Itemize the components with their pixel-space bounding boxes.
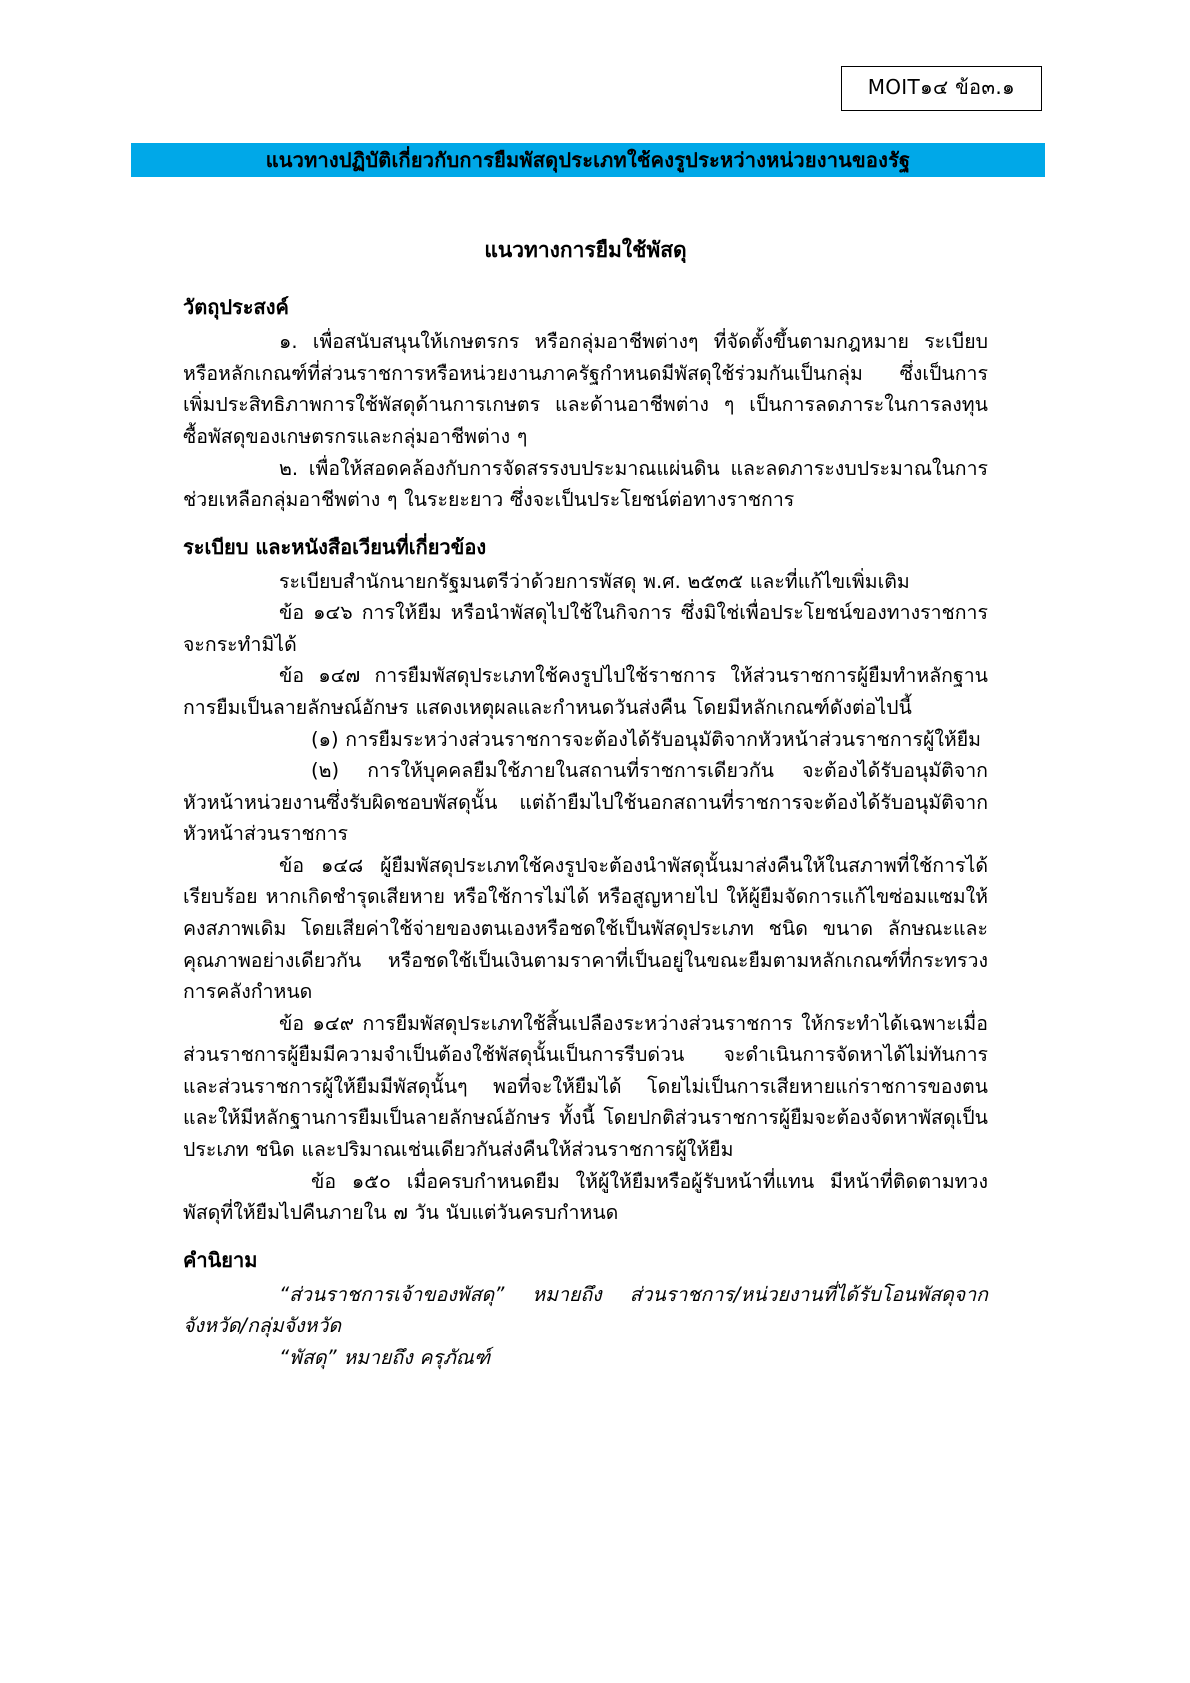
document-body — [183, 238, 988, 1374]
section-definitions — [183, 1246, 988, 1374]
clause-147-subclause-2: (๒) การให้บุคคลยืมใช้ภายในสถานที่ราชการเดียวกัน จะต้องได้รับอนุมัติจากหัวหน้าหน่วยงานซึ่งรับผิดชอบพัสดุนั้น แต่ถ้ายืมไปใช้นอกสถานที่ราชการจะต้องได้รับอนุมัติจากหัวหน้าส่วนราชการ — [183, 759, 988, 846]
clause-150: ข้อ ๑๕๐ เมื่อครบกำหนดยืม ให้ผู้ให้ยืมหรือผู้รับหน้าที่แทน มีหน้าที่ติดตามทวงพัสดุที่ให้ยืมไปคืนภายใน ๗ วัน นับแต่วันครบกำหนด — [183, 1169, 988, 1225]
clause-148: ข้อ ๑๔๘ ผู้ยืมพัสดุประเภทใช้คงรูปจะต้องนำพัสดุนั้นมาส่งคืนให้ในสภาพที่ใช้การได้เรียบร้อย หากเกิดชำรุดเสียหาย หรือใช้การไม่ได้ หรือสูญหายไป ให้ผู้ยืมจัดการแก้ไขซ่อมแซมให้คงสภาพเดิม โดยเสียค่าใช้จ่ายของตนเองหรือชดใช้เป็นพัสดุประเภท ชนิด ขนาด ลักษณะและคุณภาพอย่างเดียวกัน หรือชดใช้เป็นเงินตามราคาที่เป็นอยู่ในขณะยืมตามหลักเกณฑ์ที่กระทรวงการคลังกำหนด — [183, 853, 988, 1004]
page-title: แนวทางการยืมใช้พัสดุ — [484, 238, 687, 262]
title-banner-text: แนวทางปฏิบัติเกี่ยวกับการยืมพัสดุประเภทใช้คงรูประหว่างหน่วยงานของรัฐ — [265, 148, 911, 172]
document-code-box-container — [841, 66, 1042, 111]
clause-147: ข้อ ๑๔๗ การยืมพัสดุประเภทใช้คงรูปไปใช้ราชการ ให้ส่วนราชการผู้ยืมทำหลักฐานการยืมเป็นลายลักษณ์อักษร แสดงเหตุผลและกำหนดวันส่งคืน โดยมีหลักเกณฑ์ดังต่อไปนี้ — [183, 664, 988, 719]
objective-item-2: ๒. เพื่อให้สอดคล้องกับการจัดสรรงบประมาณแผ่นดิน และลดภาระงบประมาณในการช่วยเหลือกลุ่มอาชีพต่าง ๆ ในระยะยาว ซึ่งจะเป็นประโยชน์ต่อทางราชการ — [183, 456, 988, 512]
section-regulations — [183, 533, 988, 1229]
section-heading-regulations: ระเบียบ และหนังสือเวียนที่เกี่ยวข้อง — [183, 534, 487, 559]
definition-entry-1: “ส่วนราชการเจ้าของพัสดุ” หมายถึง ส่วนราชการ/หน่วยงานที่ได้รับโอนพัสดุจากจังหวัด/กลุ่มจังหวัด — [183, 1282, 988, 1338]
section-heading-definitions: คำนิยาม — [183, 1247, 258, 1272]
clause-146: ข้อ ๑๔๖ การให้ยืม หรือนำพัสดุไปใช้ในกิจการ ซึ่งมิใช่เพื่อประโยชน์ของทางราชการจะกระทำมิได้ — [183, 601, 988, 656]
section-heading-objective: วัตถุประสงค์ — [183, 295, 289, 320]
title-banner — [131, 143, 1045, 177]
document-code-box: MOIT๑๔ ข้อ๓.๑ — [841, 66, 1042, 111]
clause-147-subclause-1: (๑) การยืมระหว่างส่วนราชการจะต้องได้รับอนุมัติจากหัวหน้าส่วนราชการผู้ให้ยืม — [311, 727, 982, 751]
definition-entry-2: “พัสดุ” หมายถึง ครุภัณฑ์ — [279, 1345, 491, 1369]
clause-149: ข้อ ๑๔๙ การยืมพัสดุประเภทใช้สิ้นเปลืองระหว่างส่วนราชการ ให้กระทำได้เฉพาะเมื่อส่วนราชการผู้ยืมมีความจำเป็นต้องใช้พัสดุนั้นเป็นการรีบด่วน จะดำเนินการจัดหาได้ไม่ทันการ และส่วนราชการผู้ให้ยืมมีพัสดุนั้นๆ พอที่จะให้ยืมได้ โดยไม่เป็นการเสียหายแก่ราชการของตน และให้มีหลักฐานการยืมเป็นลายลักษณ์อักษร ทั้งนี้ โดยปกติส่วนราชการผู้ยืมจะต้องจัดหาพัสดุเป็นประเภท ชนิด และปริมาณเช่นเดียวกันส่งคืนให้ส่วนราชการผู้ให้ยืม — [183, 1011, 988, 1162]
section-objective — [183, 293, 988, 515]
objective-item-1: ๑. เพื่อสนับสนุนให้เกษตรกร หรือกลุ่มอาชีพต่างๆ ที่จัดตั้งขึ้นตามกฎหมาย ระเบียบ หรือหลักเกณฑ์ที่ส่วนราชการหรือหน่วยงานภาครัฐกำหนดมีพัสดุใช้ร่วมกันเป็นกลุ่ม ซึ่งเป็นการเพิ่มประสิทธิภาพการใช้พัสดุด้านการเกษตร และด้านอาชีพต่าง ๆ เป็นการลดภาระในการลงทุนซื้อพัสดุของเกษตรกรและกลุ่มอาชีพต่าง ๆ — [183, 330, 988, 448]
regulations-intro: ระเบียบสำนักนายกรัฐมนตรีว่าด้วยการพัสดุ พ.ศ. ๒๕๓๕ และที่แก้ไขเพิ่มเติม — [279, 569, 910, 593]
